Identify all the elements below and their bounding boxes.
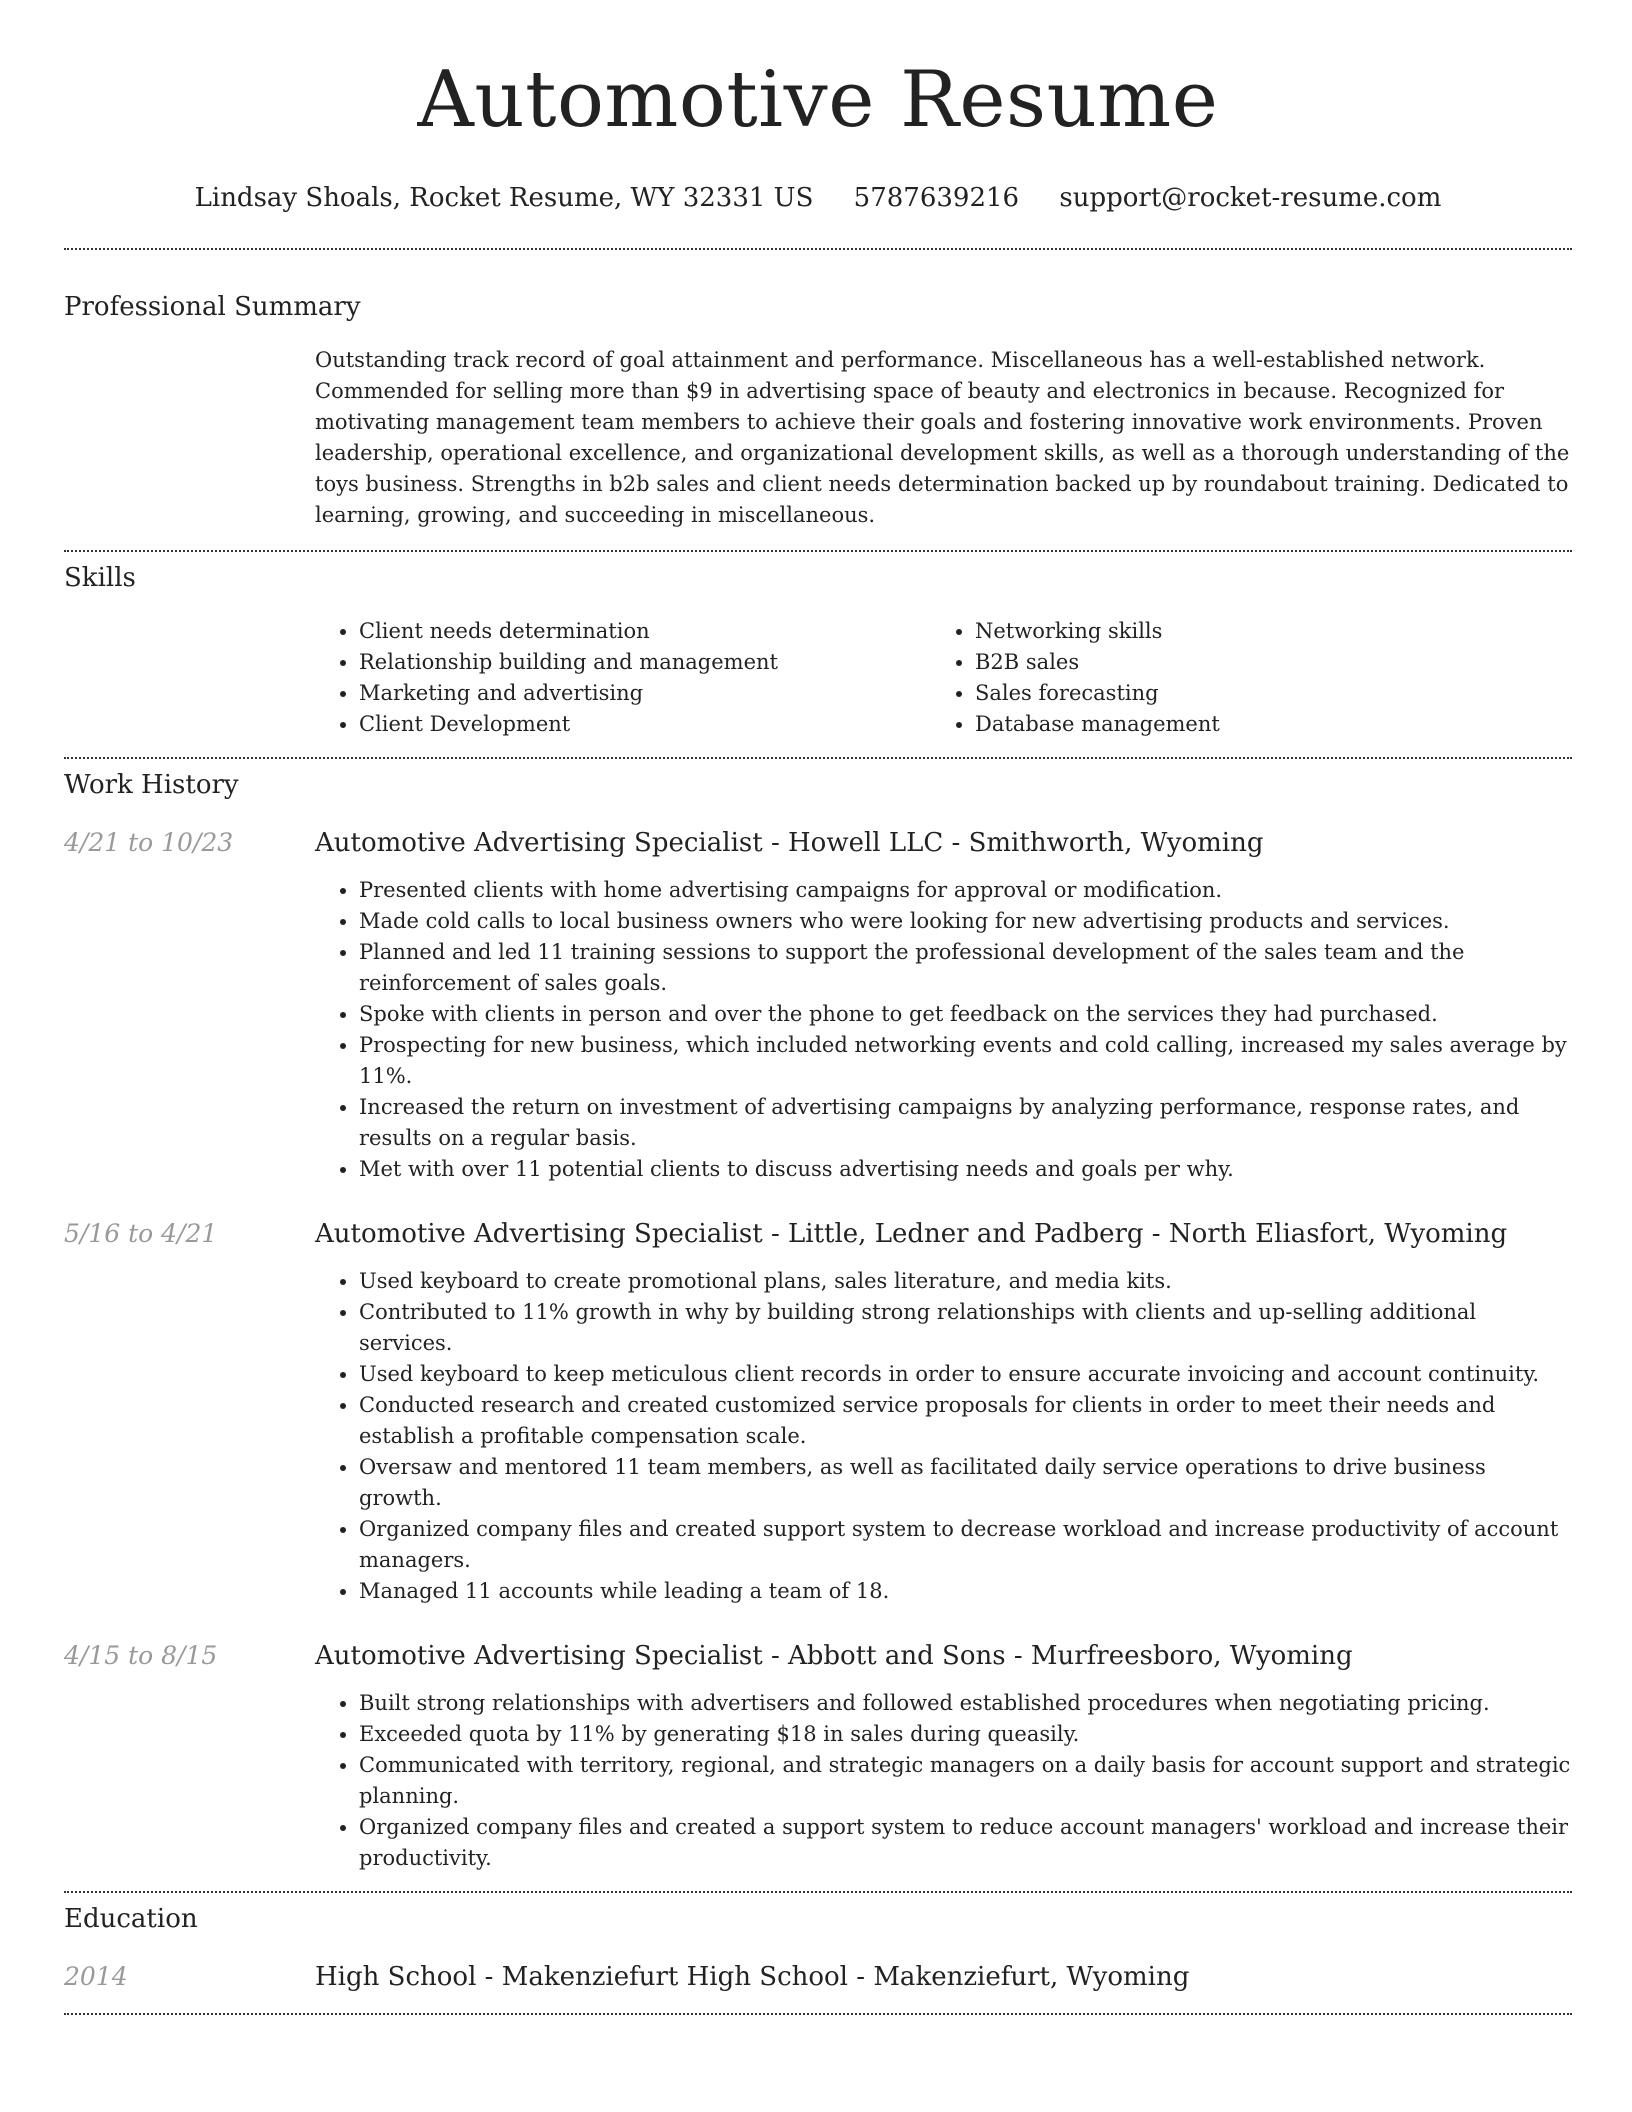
- education-heading: Education: [64, 1904, 198, 1934]
- skill-item: • Client needs determination: [359, 616, 931, 647]
- skill-item: • Networking skills: [975, 616, 1220, 647]
- job-bullet: • Met with over 11 potential clients to discuss advertising needs and goals per why.: [359, 1154, 1572, 1185]
- skills-list-left: [315, 616, 931, 740]
- job-bullet: • Built strong relationships with advertisers and followed established procedures when negotiating pricing.: [359, 1688, 1572, 1719]
- job-bullet: • Exceeded quota by 11% by generating $18 in sales during queasily.: [359, 1719, 1572, 1750]
- education-title: High School - Makenziefurt High School - Makenziefurt, Wyoming: [315, 1962, 1190, 1992]
- job-bullet: • Used keyboard to keep meticulous client records in order to ensure accurate invoicing and account continuity.: [359, 1359, 1572, 1390]
- divider: [64, 2013, 1572, 2015]
- job-bullet: • Conducted research and created customized service proposals for clients in order to meet their needs and establish a profitable compensation scale.: [359, 1390, 1572, 1452]
- job-bullet: • Oversaw and mentored 11 team members, as well as facilitated daily service operations to drive business growth.: [359, 1452, 1572, 1514]
- job-title: Automotive Advertising Specialist - Howell LLC - Smithworth, Wyoming: [315, 828, 1264, 858]
- job-bullet: • Managed 11 accounts while leading a team of 18.: [359, 1576, 1572, 1607]
- job-bullets: [315, 1688, 1572, 1874]
- summary-text: Outstanding track record of goal attainment and performance. Miscellaneous has a well-established network. Commended for selling more than $9 in advertising space of beauty and electronics in because. Recognized for motivating management team members to achieve their goals and fostering innovative work environments. Proven leadership, operational excellence, and organizational development skills, as well as a thorough understanding of the toys business. Strengths in b2b sales and client needs determination backed up by roundabout training. Dedicated to learning, growing, and succeeding in miscellaneous.: [315, 348, 1570, 527]
- divider: [64, 550, 1572, 552]
- education-entry: [64, 1961, 1572, 1993]
- skills-heading: Skills: [64, 563, 136, 593]
- job-bullet: • Increased the return on investment of advertising campaigns by analyzing performance, response rates, and results on a regular basis.: [359, 1092, 1572, 1154]
- job-bullet: • Contributed to 11% growth in why by building strong relationships with clients and up-selling additional services.: [359, 1297, 1572, 1359]
- job-bullet: • Organized company files and created a support system to reduce account managers' workload and increase their productivity.: [359, 1812, 1572, 1874]
- job-bullet: • Organized company files and created support system to decrease workload and increase productivity of account managers.: [359, 1514, 1572, 1576]
- job-bullets: [315, 875, 1572, 1185]
- job-bullet: • Used keyboard to create promotional plans, sales literature, and media kits.: [359, 1266, 1572, 1297]
- job-entry: [64, 1640, 1572, 1874]
- contact-phone: 5787639216: [853, 183, 1020, 213]
- job-bullet: • Made cold calls to local business owners who were looking for new advertising products and services.: [359, 906, 1572, 937]
- job-dates: 4/21 to 10/23: [64, 828, 234, 857]
- summary-heading: Professional Summary: [64, 292, 361, 322]
- job-entry: [64, 1218, 1572, 1607]
- job-bullets: [315, 1266, 1572, 1607]
- contact-email: support@rocket-resume.com: [1059, 183, 1442, 213]
- divider: [64, 757, 1572, 759]
- skill-item: • Relationship building and management: [359, 647, 931, 678]
- resume-page: [64, 0, 1572, 2015]
- contact-line: [64, 182, 1572, 214]
- skills-list-right: [931, 616, 1220, 740]
- job-dates: 4/15 to 8/15: [64, 1641, 218, 1670]
- skill-item: • Sales forecasting: [975, 678, 1220, 709]
- skill-item: • Client Development: [359, 709, 931, 740]
- job-entry: [64, 827, 1572, 1185]
- job-bullet: • Planned and led 11 training sessions to support the professional development of the sales team and the reinforcement of sales goals.: [359, 937, 1572, 999]
- job-bullet: • Presented clients with home advertising campaigns for approval or modification.: [359, 875, 1572, 906]
- skills-row: [64, 616, 1572, 740]
- job-title: Automotive Advertising Specialist - Abbott and Sons - Murfreesboro, Wyoming: [315, 1641, 1353, 1671]
- job-dates: 5/16 to 4/21: [64, 1219, 218, 1248]
- education-date: 2014: [64, 1962, 128, 1991]
- job-title: Automotive Advertising Specialist - Little, Ledner and Padberg - North Eliasfort, Wyoming: [315, 1219, 1508, 1249]
- summary-row: [64, 345, 1572, 531]
- job-bullet: • Prospecting for new business, which included networking events and cold calling, increased my sales average by 11%.: [359, 1030, 1572, 1092]
- contact-address: Lindsay Shoals, Rocket Resume, WY 32331 US: [194, 183, 814, 213]
- skill-item: • B2B sales: [975, 647, 1220, 678]
- skill-item: • Database management: [975, 709, 1220, 740]
- work-heading: Work History: [64, 770, 239, 800]
- job-bullet: • Communicated with territory, regional, and strategic managers on a daily basis for account support and strategic planning.: [359, 1750, 1572, 1812]
- job-bullet: • Spoke with clients in person and over the phone to get feedback on the services they had purchased.: [359, 999, 1572, 1030]
- divider: [64, 1891, 1572, 1893]
- skill-item: • Marketing and advertising: [359, 678, 931, 709]
- divider: [64, 248, 1572, 250]
- resume-title: Automotive Resume: [417, 55, 1219, 145]
